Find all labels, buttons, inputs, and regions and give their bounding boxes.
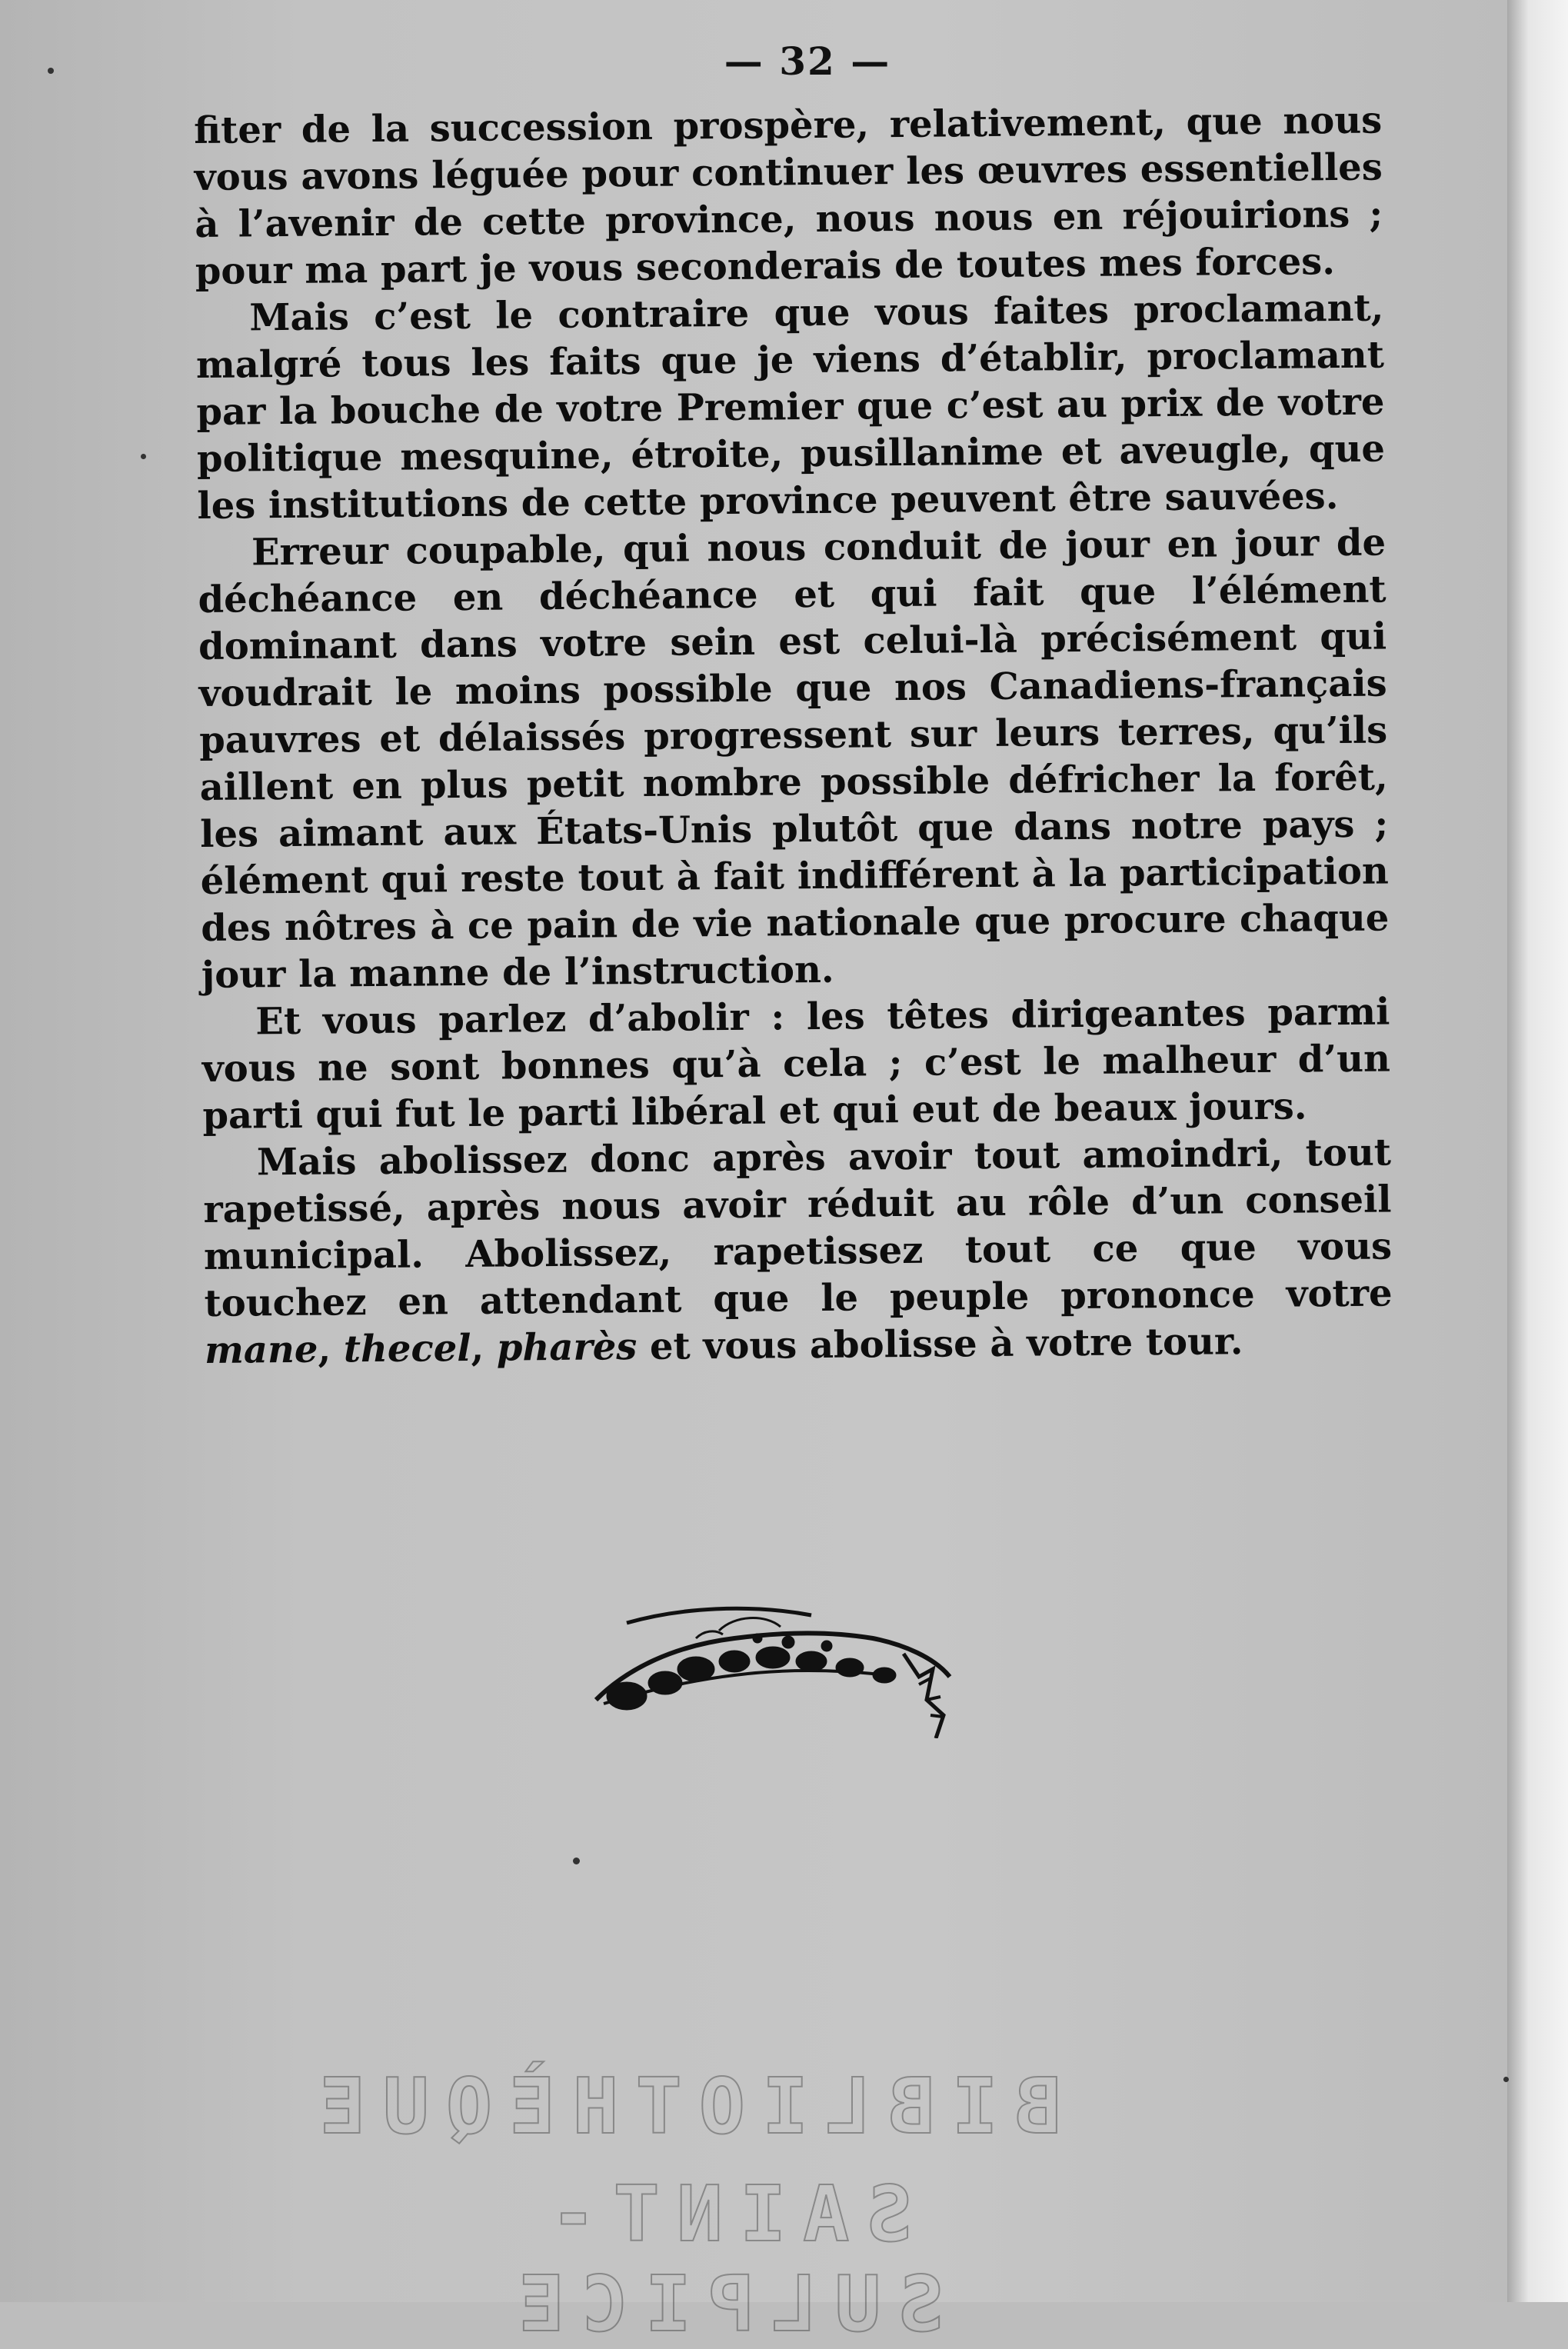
floral-garland-icon <box>581 1584 965 1738</box>
stamp-line-2: SAINT-SULPICE <box>501 2169 944 2349</box>
paragraph <box>203 1129 1393 1374</box>
paragraph <box>194 98 1383 295</box>
stamp-line-1: BIBLIOTHÈQUE <box>302 2061 1061 2151</box>
italic-text: pharès <box>496 1325 638 1370</box>
ink-speck <box>48 68 54 74</box>
italic-text: mane <box>204 1328 318 1372</box>
page-number: — 32 — <box>724 38 891 84</box>
paragraph <box>198 519 1390 998</box>
paragraph <box>195 285 1386 530</box>
body-text <box>194 98 1393 1374</box>
page-edge <box>1507 0 1568 2302</box>
ink-speck <box>141 454 146 459</box>
text-span: Mais c’est le contraire que vous faites proclamant, malgré tous les faits que je viens d’établir, proclamant par la bouche de votre Premier que c’est au prix de votre politique mesquine, étroite, pusillanime et aveugle, que les institutions de cette province peuvent être sauvées. <box>195 286 1386 528</box>
text-span: Et vous parlez d’abolir : les têtes dirigeantes parmi vous ne sont bonnes qu’à cela ; c’est le malheur d’un parti qui fut le parti libéral et qui eut de beaux jours. <box>201 990 1391 1138</box>
text-span: , <box>471 1326 498 1370</box>
ink-speck <box>1503 2077 1509 2082</box>
paragraph <box>201 988 1391 1139</box>
text-span: fiter de la succession prospère, relativement, que nous vous avons léguée pour continuer les œuvres essentielles à l’avenir de cette province, nous nous en réjouirions ; pour ma part je vous seconderais de toutes mes forces. <box>194 98 1383 293</box>
italic-text: thecel <box>343 1326 471 1371</box>
text-span: Erreur coupable, qui nous conduit de jour en jour de déchéance en déchéance et qui fait que l’élément dominant dans votre sein est celui-là précisément qui voudrait le moins possible que nos Canadiens-français pauvres et délaissés progressent sur leurs terres, qu’ils aillent en plus petit nombre possible défricher la forêt, les aimant aux États-Unis plutôt que dans notre pays ; élément qui reste tout à fait indifférent à la participation des nôtres à ce pain de vie nationale que procure chaque jour la manne de l’instruction. <box>198 521 1390 997</box>
text-span: et vous abolisse à votre tour. <box>637 1320 1243 1369</box>
library-stamp <box>302 2054 1061 2349</box>
ink-speck <box>573 1858 580 1864</box>
text-span: Mais abolissez donc après avoir tout amoindri, tout rapetissé, après nous avoir réduit au rôle d’un conseil municipal. Abolissez, rapetissez tout ce que vous touchez en attendant que le peuple prononce votre <box>203 1131 1393 1325</box>
text-span: , <box>318 1328 345 1371</box>
